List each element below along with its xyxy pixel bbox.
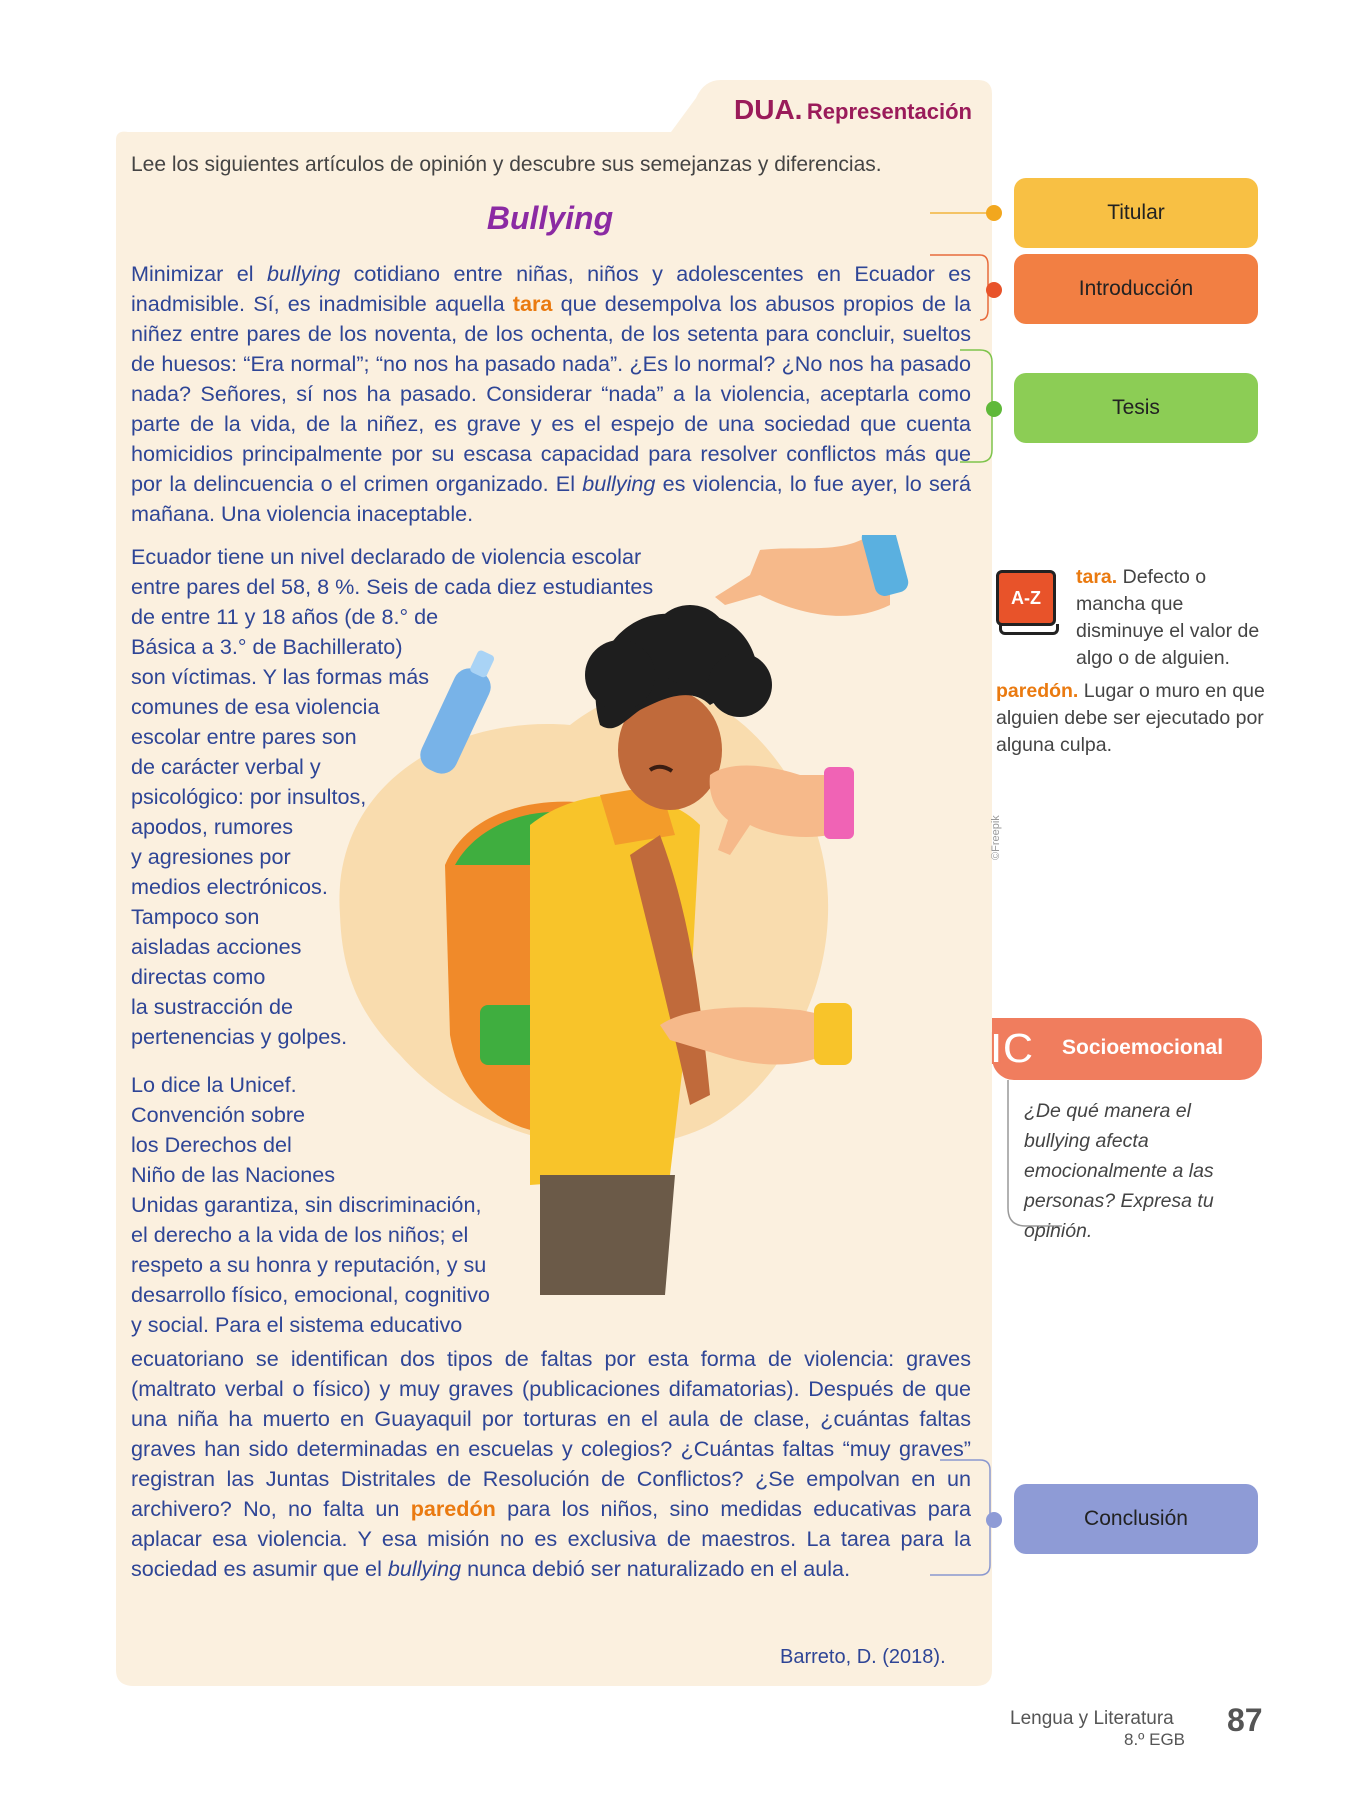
conclusion-dot <box>986 1512 1002 1528</box>
text-segment: paredón <box>410 1496 496 1521</box>
glossary-term-paredon: paredón. <box>996 680 1079 702</box>
socioemocional-question: ¿De qué manera el bullying afecta emocionalmente a las personas? Expresa tu opinión. <box>1024 1100 1214 1242</box>
text-segment: bullying <box>582 471 656 496</box>
text-line: Ecuador tiene un nivel declarado de violencia escolar <box>131 544 642 569</box>
text-segment: bullying <box>266 261 341 286</box>
text-line: y agresiones por <box>131 844 291 869</box>
text-line: Básica a 3.° de Bachillerato) <box>131 634 403 659</box>
text-segment: Minimizar el <box>131 261 267 286</box>
text-line: escolar entre pares son <box>131 724 357 749</box>
titular-dot <box>986 205 1002 221</box>
text-line: Lo dice la Unicef. <box>131 1072 297 1097</box>
text-line: Niño de las Naciones <box>131 1162 336 1187</box>
citation: Barreto, D. (2018). <box>780 1646 946 1668</box>
footer-subject: Lengua y Literatura <box>1010 1708 1174 1729</box>
text-line: Tampoco son <box>131 904 260 929</box>
text-line: de carácter verbal y <box>131 754 321 779</box>
text-line: son víctimas. Y las formas más <box>131 664 430 689</box>
text-line: psicológico: por insultos, <box>131 784 367 809</box>
glossary-definition-tara: Defecto o mancha que disminuye el valor de algo o de alguien. <box>1076 566 1260 669</box>
instruction-text: Lee los siguientes artículos de opinión y descubre sus semejanzas y diferencias. <box>131 153 882 176</box>
text-segment: para los niños, sino medidas educativas para aplacar esa violencia. Y esa misión no es exclusiva de maestros. La tarea para la sociedad es asumir que el <box>131 1496 971 1581</box>
text-line: apodos, rumores <box>131 814 294 839</box>
structure-connectors <box>900 190 1020 1620</box>
text-line: comunes de esa violencia <box>131 694 380 719</box>
text-line: pertenencias y golpes. <box>131 1024 348 1049</box>
text-line: los Derechos del <box>131 1132 292 1157</box>
text-segment: ecuatoriano se identifican dos tipos de faltas por esta forma de violencia: graves (maltrato verbal o físico) y muy graves (publicaciones difamatorias). Después de que una niña ha muerto en Guayaquil por torturas en el aula de clase, ¿cuántas faltas graves han sido determinadas en escuelas y colegios? ¿Cuántas faltas “muy graves” registran las Juntas Distritales de Resolución de Conflictos? ¿Se empolvan en un archivero? No, no falta un <box>131 1346 971 1521</box>
label-titular: Titular <box>1014 178 1258 248</box>
glossary-tara <box>1076 564 1276 672</box>
text-line: de entre 11 y 18 años (de 8.° de <box>131 604 439 629</box>
text-segment: bullying <box>387 1556 462 1581</box>
text-line: la sustracción de <box>131 994 294 1019</box>
label-tesis: Tesis <box>1014 373 1258 443</box>
text-line: medios electrónicos. <box>131 874 328 899</box>
article-paragraph-3 <box>131 1070 671 1340</box>
glossary-definition-paredon: Lugar o muro en que alguien debe ser ejecutado por alguna culpa. <box>996 680 1265 756</box>
socioemocional-title: Socioemocional <box>1062 1036 1224 1059</box>
dictionary-icon-text: A-Z <box>996 570 1056 626</box>
introduccion-dot <box>986 282 1002 298</box>
dictionary-icon-pages <box>999 624 1059 635</box>
text-line: aisladas acciones <box>131 934 302 959</box>
text-line: entre pares del 58, 8 %. Seis de cada diez estudiantes <box>131 574 654 599</box>
article-paragraph-1 <box>131 259 971 529</box>
text-segment: tara <box>512 291 553 316</box>
page-number: 87 <box>1227 1702 1263 1738</box>
article-paragraph-4 <box>131 1344 971 1584</box>
footer-grade: 8.º EGB <box>1124 1730 1186 1749</box>
text-segment: nunca debió ser naturalizado en el aula. <box>461 1556 851 1581</box>
text-line: desarrollo físico, emocional, cognitivo <box>131 1282 490 1307</box>
text-line: directas como <box>131 964 266 989</box>
socioemocional-logo: IC <box>990 1024 1034 1073</box>
image-credit: ©Freepik <box>990 815 1002 860</box>
dua-header: DUA. Representación <box>734 94 972 125</box>
dictionary-icon <box>996 570 1056 638</box>
label-introduccion: Introducción <box>1014 254 1258 324</box>
text-line: y social. Para el sistema educativo <box>131 1312 463 1337</box>
glossary-term-tara: tara. <box>1076 566 1118 588</box>
tesis-dot <box>986 401 1002 417</box>
text-segment: cotidiano entre niñas, niños y adolescentes en Ecuador es inadmisible. Sí, es inadmisible aquella <box>131 261 971 316</box>
article-title: Bullying <box>486 200 614 236</box>
label-conclusion: Conclusión <box>1014 1484 1258 1554</box>
text-line: respeto a su honra y reputación, y su <box>131 1252 487 1277</box>
glossary-paredon <box>996 678 1266 759</box>
text-segment: es violencia, lo fue ayer, lo será mañana. Una violencia inaceptable. <box>131 471 971 526</box>
text-line: el derecho a la vida de los niños; el <box>131 1222 469 1247</box>
text-line: Convención sobre <box>131 1102 306 1127</box>
text-line: Unidas garantiza, sin discriminación, <box>131 1192 482 1217</box>
text-segment: que desempolva los abusos propios de la niñez entre pares de los noventa, de los ochenta, de los setenta para concluir, sueltos de huesos: “Era normal”; “no nos ha pasado nada”. ¿Es lo normal? ¿No nos ha pasado nada? Señores, sí nos ha pasado. Considerar “nada” a la violencia, aceptarla como parte de la vida, de la niñez, es grave y es el espejo de una sociedad que cuenta homicidios principalmente por su escasa capacidad para resolver conflictos más que por la delincuencia o el crimen organizado. El <box>131 291 972 496</box>
